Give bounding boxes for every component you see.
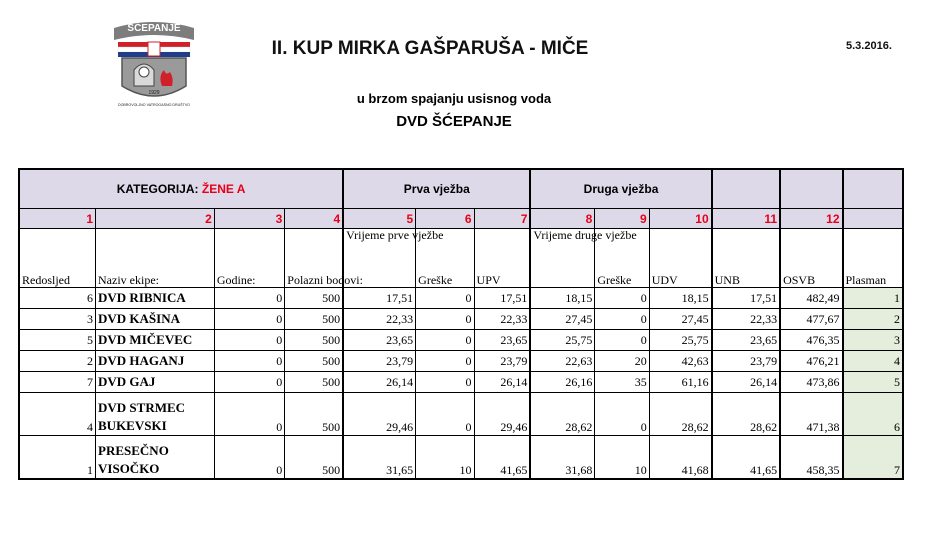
cell-plasman: 1 <box>843 288 904 309</box>
cell-polazni: 500 <box>285 393 343 436</box>
cell-unb: 23,79 <box>712 351 780 372</box>
cell-upv: 22,33 <box>474 309 530 330</box>
group-empty-3 <box>843 169 904 209</box>
cell-osvb: 476,21 <box>780 351 842 372</box>
cell-vrijeme2: 26,16 <box>530 372 594 393</box>
cell-vrijeme1: 23,79 <box>343 351 415 372</box>
page-subtitle: u brzom spajanju usisnog voda <box>356 91 552 106</box>
cell-osvb: 458,35 <box>780 436 842 480</box>
cell-udv: 25,75 <box>649 330 711 351</box>
cell-greske1: 0 <box>416 309 474 330</box>
col-number: 9 <box>595 209 649 229</box>
cell-godine: 0 <box>214 330 284 351</box>
cell-osvb: 477,67 <box>780 309 842 330</box>
cell-plasman: 5 <box>843 372 904 393</box>
cell-plasman: 4 <box>843 351 904 372</box>
page-title: II. KUP MIRKA GAŠPARUŠA - MIČE <box>271 38 589 59</box>
cell-naziv: DVD HAGANJ <box>96 351 215 372</box>
table-row <box>19 309 903 330</box>
col-number: 1 <box>19 209 96 229</box>
cell-unb: 41,65 <box>712 436 780 480</box>
cell-upv: 41,65 <box>474 436 530 480</box>
cell-upv: 23,65 <box>474 330 530 351</box>
cell-godine: 0 <box>214 351 284 372</box>
category-cell <box>19 169 343 209</box>
cell-greske2: 0 <box>595 330 649 351</box>
cell-vrijeme2: 27,45 <box>530 309 594 330</box>
col-number-empty <box>843 209 904 229</box>
cell-unb: 23,65 <box>712 330 780 351</box>
cell-plasman: 7 <box>843 436 904 480</box>
col-header-vrijeme2: Vrijeme druge vježbe <box>530 229 594 288</box>
cell-vrijeme1: 22,33 <box>343 309 415 330</box>
cell-naziv: DVD GAJ <box>96 372 215 393</box>
group-empty-2 <box>780 169 842 209</box>
table-row <box>19 436 903 480</box>
results-table <box>18 168 904 480</box>
cell-polazni: 500 <box>285 436 343 480</box>
cell-greske2: 10 <box>595 436 649 480</box>
col-number: 7 <box>474 209 530 229</box>
col-header-greske2: Greške <box>595 229 649 288</box>
group-empty-1 <box>712 169 780 209</box>
col-number: 3 <box>214 209 284 229</box>
cell-naziv: DVD STRMEC BUKEVSKI <box>96 393 215 436</box>
logo-banner-text: ŠĆEPANJE <box>127 23 181 34</box>
cell-vrijeme1: 17,51 <box>343 288 415 309</box>
col-header-plasman: Plasman <box>843 229 904 288</box>
cell-udv: 18,15 <box>649 288 711 309</box>
table-row <box>19 330 903 351</box>
cell-greske1: 0 <box>416 288 474 309</box>
cell-polazni: 500 <box>285 330 343 351</box>
cell-greske2: 0 <box>595 309 649 330</box>
col-header-unb: UNB <box>712 229 780 288</box>
table-row <box>19 372 903 393</box>
cell-vrijeme1: 26,14 <box>343 372 415 393</box>
cell-greske1: 0 <box>416 393 474 436</box>
cell-vrijeme2: 25,75 <box>530 330 594 351</box>
cell-redosljed: 2 <box>19 351 96 372</box>
cell-unb: 28,62 <box>712 393 780 436</box>
col-header-osvb: OSVB <box>780 229 842 288</box>
group-second-exercise: Druga vježba <box>530 169 711 209</box>
cell-godine: 0 <box>214 309 284 330</box>
cell-osvb: 471,38 <box>780 393 842 436</box>
cell-greske2: 0 <box>595 393 649 436</box>
table-row <box>19 393 903 436</box>
cell-godine: 0 <box>214 436 284 480</box>
cell-plasman: 3 <box>843 330 904 351</box>
logo-ring-text: DOBROVOLJNO VATROGASNO DRUŠTVO <box>118 103 190 107</box>
cell-greske2: 0 <box>595 288 649 309</box>
cell-vrijeme1: 31,65 <box>343 436 415 480</box>
table-group-header <box>19 169 903 209</box>
col-number: 4 <box>285 209 343 229</box>
organizer: DVD ŠĆEPANJE <box>396 113 512 130</box>
col-header-udv: UDV <box>649 229 711 288</box>
cell-upv: 26,14 <box>474 372 530 393</box>
cell-redosljed: 5 <box>19 330 96 351</box>
category-label: KATEGORIJA: <box>116 182 202 196</box>
col-number: 8 <box>530 209 594 229</box>
cell-greske1: 0 <box>416 372 474 393</box>
col-header-upv: UPV <box>474 229 530 288</box>
cell-vrijeme2: 28,62 <box>530 393 594 436</box>
cell-udv: 42,63 <box>649 351 711 372</box>
col-header-greske1: Greške <box>416 229 474 288</box>
cell-naziv: DVD KAŠINA <box>96 309 215 330</box>
cell-osvb: 482,49 <box>780 288 842 309</box>
cell-godine: 0 <box>214 393 284 436</box>
col-number: 5 <box>343 209 415 229</box>
cell-unb: 22,33 <box>712 309 780 330</box>
cell-godine: 0 <box>214 288 284 309</box>
cell-redosljed: 4 <box>19 393 96 436</box>
cell-redosljed: 7 <box>19 372 96 393</box>
cell-unb: 26,14 <box>712 372 780 393</box>
cell-vrijeme2: 31,68 <box>530 436 594 480</box>
cell-plasman: 6 <box>843 393 904 436</box>
cell-redosljed: 6 <box>19 288 96 309</box>
category-value: ŽENE A <box>201 182 246 196</box>
cell-udv: 28,62 <box>649 393 711 436</box>
cell-redosljed: 1 <box>19 436 96 480</box>
col-header-godine: Godine: <box>214 229 284 288</box>
group-first-exercise: Prva vježba <box>343 169 530 209</box>
col-number: 2 <box>96 209 215 229</box>
cell-upv: 17,51 <box>474 288 530 309</box>
logo-year: 1929 <box>148 90 160 96</box>
cell-osvb: 476,35 <box>780 330 842 351</box>
col-header-naziv: Naziv ekipe: <box>96 229 215 288</box>
cell-osvb: 473,86 <box>780 372 842 393</box>
cell-greske1: 0 <box>416 330 474 351</box>
table-row <box>19 351 903 372</box>
col-header-vrijeme1: Vrijeme prve vježbe <box>343 229 415 288</box>
cell-vrijeme1: 29,46 <box>343 393 415 436</box>
cell-polazni: 500 <box>285 351 343 372</box>
col-number: 12 <box>780 209 842 229</box>
event-date: 5.3.2016. <box>846 40 892 52</box>
col-header-polazni: Polazni bodovi: <box>285 229 343 288</box>
cell-vrijeme2: 22,63 <box>530 351 594 372</box>
cell-udv: 27,45 <box>649 309 711 330</box>
cell-godine: 0 <box>214 372 284 393</box>
column-number-row <box>19 209 903 229</box>
cell-naziv: DVD RIBNICA <box>96 288 215 309</box>
cell-polazni: 500 <box>285 288 343 309</box>
cell-polazni: 500 <box>285 309 343 330</box>
cell-polazni: 500 <box>285 372 343 393</box>
cell-unb: 17,51 <box>712 288 780 309</box>
col-number: 6 <box>416 209 474 229</box>
cell-upv: 29,46 <box>474 393 530 436</box>
cell-redosljed: 3 <box>19 309 96 330</box>
col-header-redosljed: Redosljed <box>19 229 96 288</box>
table-row <box>19 288 903 309</box>
cell-naziv: PRESEČNO VISOČKO <box>96 436 215 480</box>
col-number: 10 <box>649 209 711 229</box>
cell-plasman: 2 <box>843 309 904 330</box>
cell-vrijeme2: 18,15 <box>530 288 594 309</box>
col-number: 11 <box>712 209 780 229</box>
cell-greske2: 35 <box>595 372 649 393</box>
cell-udv: 61,16 <box>649 372 711 393</box>
cell-greske2: 20 <box>595 351 649 372</box>
cell-greske1: 0 <box>416 351 474 372</box>
column-header-row <box>19 229 903 288</box>
cell-greske1: 10 <box>416 436 474 480</box>
cell-vrijeme1: 23,65 <box>343 330 415 351</box>
cell-udv: 41,68 <box>649 436 711 480</box>
cell-upv: 23,79 <box>474 351 530 372</box>
cell-naziv: DVD MIČEVEC <box>96 330 215 351</box>
